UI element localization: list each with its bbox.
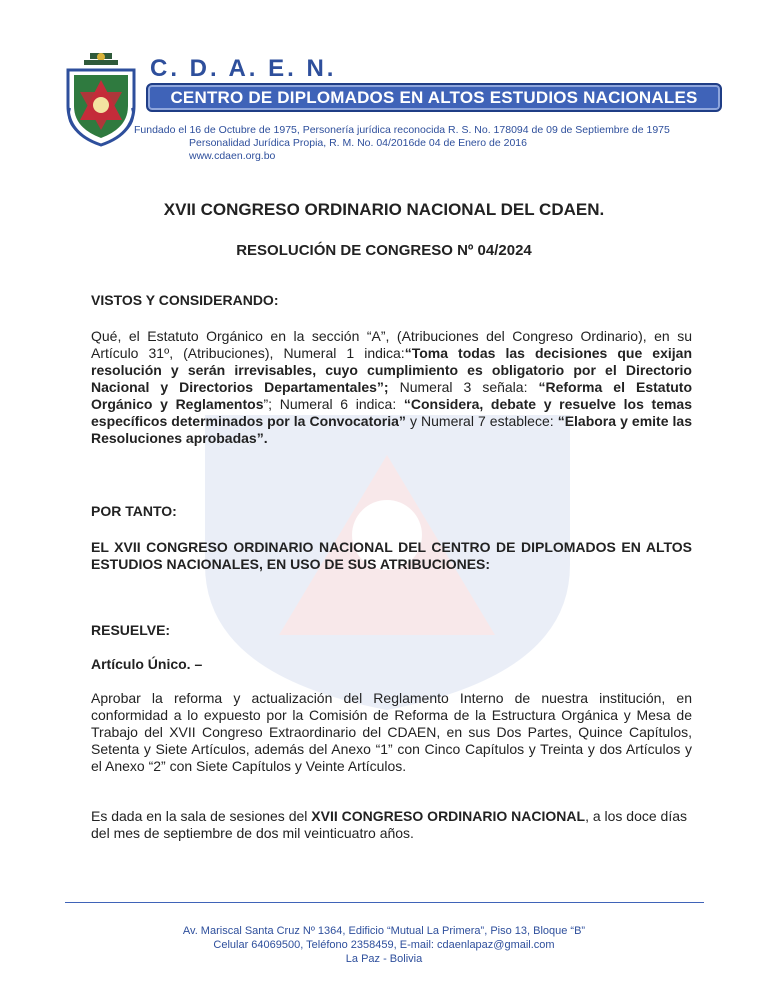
footer-address: Av. Mariscal Santa Cruz Nº 1364, Edificio “Mutual La Primera”, Piso 13, Bloque “B” bbox=[182, 925, 586, 937]
considerando-text-2: Numeral 3 señala: bbox=[388, 379, 539, 395]
closing-text-1: Es dada en la sala de sesiones del bbox=[91, 808, 312, 824]
footer-divider bbox=[65, 902, 704, 903]
cdaen-crest-icon bbox=[60, 50, 142, 148]
closing-text-2: , a los doce días del mes de septiembre de dos mil veinticuatro años. bbox=[91, 808, 688, 841]
org-acronym: C. D. A. E. N. bbox=[150, 55, 337, 82]
considerando-bold-1: “Toma todas las decisiones que exijan resolución y serán irrevisables, cuyo cumplimiento es obligatorio por el Directorio Nacional y Directorios Departamentales”; bbox=[91, 345, 692, 395]
resolution-number: RESOLUCIÓN DE CONGRESO Nº 04/2024 bbox=[236, 242, 532, 259]
por-tanto-text: EL XVII CONGRESO ORDINARIO NACIONAL DEL CENTRO DE DIPLOMADOS EN ALTOS ESTUDIOS NACIONALES, EN USO DE SUS ATRIBUCIONES: bbox=[91, 539, 692, 572]
founding-info: Fundado el 16 de Octubre de 1975, Personería jurídica reconocida R. S. No. 178094 de 09 de Septiembre de 1975 bbox=[134, 124, 670, 136]
considerando-bold-2: “Reforma el Estatuto Orgánico y Reglamentos bbox=[91, 379, 692, 412]
considerando-paragraph bbox=[91, 328, 692, 447]
closing-bold: XVII CONGRESO ORDINARIO NACIONAL bbox=[311, 808, 586, 824]
considerando-text-4: y Numeral 7 establece: bbox=[405, 413, 558, 429]
footer-city: La Paz - Bolivia bbox=[345, 953, 423, 965]
vistos-heading: VISTOS Y CONSIDERANDO: bbox=[91, 292, 279, 308]
org-name-banner bbox=[146, 83, 722, 112]
considerando-bold-4: “Elabora y emite las Resoluciones aprobadas”. bbox=[91, 413, 692, 446]
considerando-text-1: Qué, el Estatuto Orgánico en la sección “A”, (Atribuciones del Congreso Ordinario), en su Artículo 31º, (Atribuciones), Numeral 1 indica: bbox=[91, 328, 692, 361]
resuelve-heading: RESUELVE: bbox=[91, 622, 171, 638]
congress-title: XVII CONGRESO ORDINARIO NACIONAL DEL CDAEN. bbox=[163, 200, 605, 219]
legal-status-info: Personalidad Jurídica Propia, R. M. No. 04/2016de 04 de Enero de 2016 bbox=[189, 137, 527, 149]
closing-paragraph bbox=[91, 808, 692, 842]
articulo-heading: Artículo Único. – bbox=[91, 656, 203, 672]
considerando-bold-3: “Considera, debate y resuelve los temas específicos determinados por la Convocatoria” bbox=[91, 396, 693, 429]
por-tanto-heading: POR TANTO: bbox=[91, 503, 177, 519]
considerando-text-3: ”; Numeral 6 indica: bbox=[263, 396, 404, 412]
articulo-text: Aprobar la reforma y actualización del Reglamento Interno de nuestra institución, en conformidad a lo expuesto por la Comisión de Reforma de la Estructura Orgánica y Mesa de Trabajo del XVII Congreso Extraordinario del CDAEN, en sus Dos Partes, Quince Capítulos, Setenta y Siete Artículos, además del Anexo “1” con Cinco Capítulos y Treinta y dos Artículos y el Anexo “2” con Siete Capítulos y Veinte Artículos. bbox=[91, 690, 692, 774]
footer-contact: Celular 64069500, Teléfono 2358459, E-mail: cdaenlapaz@gmail.com bbox=[213, 939, 555, 951]
org-full-name: CENTRO DE DIPLOMADOS EN ALTOS ESTUDIOS NACIONALES bbox=[170, 87, 698, 107]
website-link[interactable]: www.cdaen.org.bo bbox=[189, 150, 276, 162]
